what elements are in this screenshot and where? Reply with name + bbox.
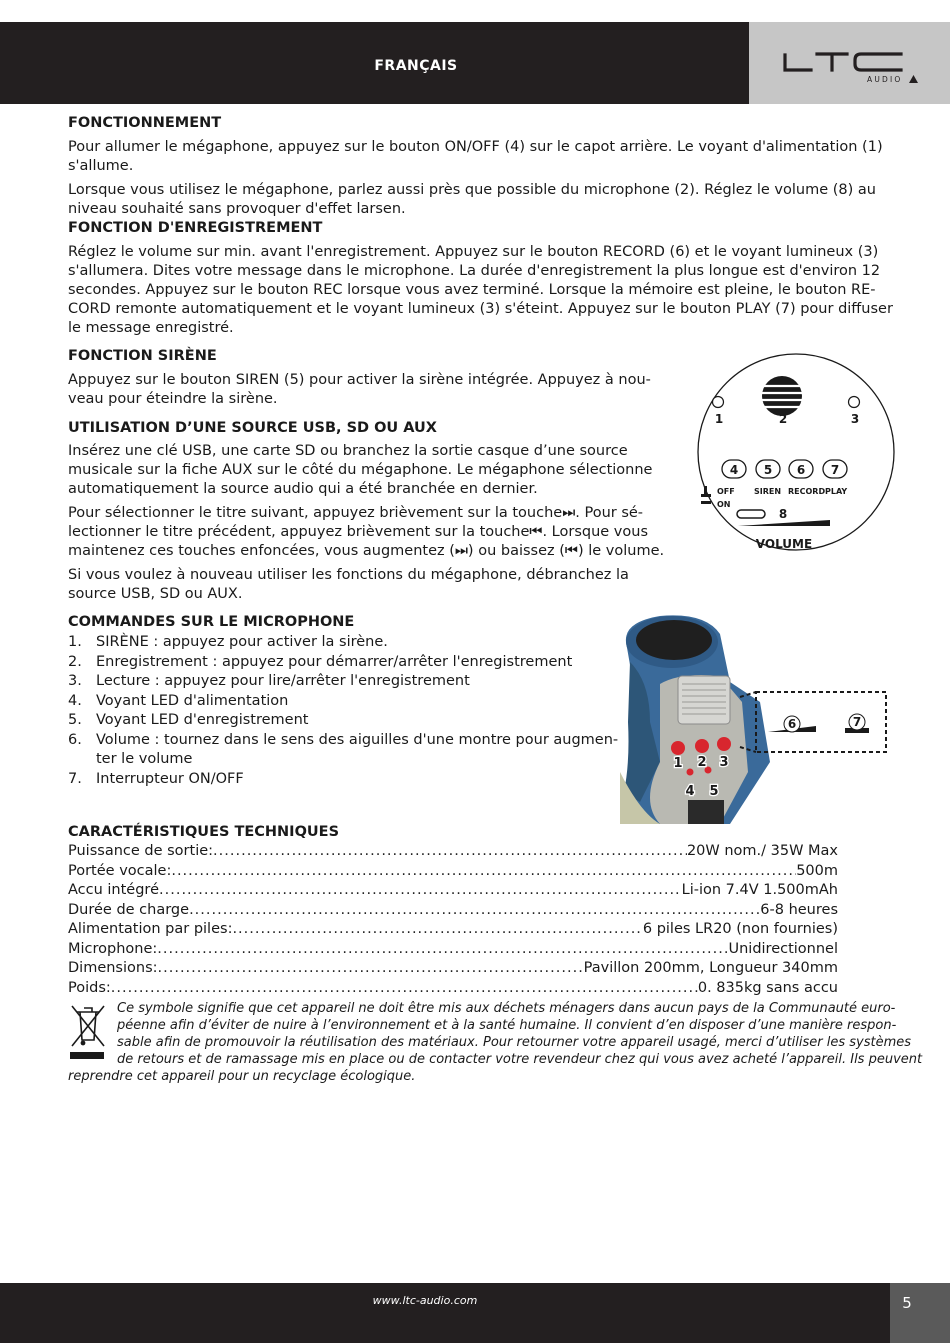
mic-label-3: 3	[719, 755, 729, 770]
spec-key: Alimentation par piles:	[68, 921, 233, 937]
enregistrement-line4: CORD remonte automatiquement et le voyant lumineux (3) s'éteint. Appuyez sur le bouton PLAY (7) pour diffuser	[68, 301, 893, 317]
button-label-7: 7	[830, 463, 840, 477]
section-title-fonctionnement: FONCTIONNEMENT	[68, 115, 222, 131]
weee-crossed-bin-icon	[68, 1002, 108, 1062]
control-panel-diagram	[696, 350, 896, 560]
enregistrement-line3: secondes. Appuyez sur le bouton REC lorsque vous avez terminé. Lorsque la mémoire est pleine, le bouton RE-	[68, 282, 876, 298]
list-item-text: Voyant LED d'enregistrement	[96, 712, 309, 728]
spec-row	[68, 842, 838, 862]
volume-label: VOLUME	[755, 537, 813, 551]
ltc-logo	[749, 22, 950, 104]
section-title-specs: CARACTÉRISTIQUES TECHNIQUES	[68, 824, 340, 840]
spec-value: 6-8 heures	[760, 901, 838, 918]
mic-label-2: 2	[697, 755, 707, 770]
page-number: 5	[902, 1294, 912, 1312]
mic-label-5: 5	[709, 784, 719, 799]
list-item-number: 5.	[68, 712, 82, 728]
mic-label-1: 1	[673, 756, 683, 771]
list-item-number: 3.	[68, 673, 82, 689]
volume-number: 8	[778, 507, 788, 521]
list-item	[68, 633, 628, 653]
spec-row	[68, 940, 838, 960]
usb-b-line2: lectionner le titre précédent, appuyez brièvement sur la touche⏮. Lorsque vous	[68, 524, 649, 540]
list-item	[68, 731, 628, 770]
weee-line2: péenne afin d’éviter de nuire à l’environnement et à la santé humaine. Il convient d’en disposer d’une manière respon-	[117, 1018, 897, 1033]
button-label-4: 4	[729, 463, 739, 477]
spec-value: Li-ion 7.4V 1.500mAh	[681, 882, 838, 898]
weee-line1: Ce symbole signifie que cet appareil ne doit être mis aux déchets ménagers dans aucun pays de la Communauté euro-	[117, 1001, 896, 1016]
switch-off-label: OFF	[717, 487, 735, 496]
button-label-6: 6	[796, 463, 806, 477]
spec-key: Poids:	[68, 979, 111, 996]
fonctionnement-p2-line1: Lorsque vous utilisez le mégaphone, parlez aussi près que possible du microphone (2). Réglez le volume (8) au	[68, 182, 876, 198]
callout-label-7: 7	[852, 715, 862, 729]
spec-key: Accu intégré	[68, 882, 160, 898]
section-title-enregistrement: FONCTION D'ENREGISTREMENT	[68, 220, 323, 236]
spec-key: Microphone:	[68, 940, 158, 957]
spec-value: Unidirectionnel	[728, 940, 838, 957]
list-item-number: 7.	[68, 770, 82, 787]
spec-row	[68, 901, 838, 921]
list-item-text: SIRÈNE : appuyez pour activer la sirène.	[96, 634, 388, 650]
spec-key: Durée de charge	[68, 901, 190, 918]
spec-row	[68, 920, 838, 940]
enregistrement-line2: s'allumera. Dites votre message dans le microphone. La durée d'enregistrement la plus longue est d'environ 12	[68, 263, 881, 279]
spec-row	[68, 979, 838, 999]
usb-c-line2: source USB, SD ou AUX.	[68, 586, 243, 602]
fonctionnement-p2-line2: niveau souhaité sans provoquer d'effet larsen.	[68, 201, 406, 217]
fonctionnement-p1-line1: Pour allumer le mégaphone, appuyez sur le bouton ON/OFF (4) sur le capot arrière. Le voyant d'alimentation (1)	[68, 139, 883, 155]
list-item	[68, 672, 628, 692]
microphone-photo	[620, 612, 892, 824]
callout-label-6: 6	[787, 717, 797, 731]
spec-value: 0. 835kg sans accu	[697, 979, 838, 996]
spec-value: 6 piles LR20 (non fournies)	[642, 921, 838, 937]
led-label-1: 1	[714, 412, 724, 426]
sirene-line1: Appuyez sur le bouton SIREN (5) pour activer la sirène intégrée. Appuyez à nou-	[68, 372, 651, 388]
play-label: PLAY	[825, 487, 848, 496]
list-item-number: 4.	[68, 692, 82, 709]
list-item-text: Lecture : appuyez pour lire/arrêter l'enregistrement	[96, 673, 470, 689]
led-power-icon	[713, 397, 724, 408]
enregistrement-line5: le message enregistré.	[68, 320, 234, 336]
usb-a-line3: automatiquement la source audio qui a été branchée en dernier.	[68, 481, 538, 497]
weee-line5: reprendre cet appareil pour un recyclage écologique.	[68, 1069, 416, 1084]
commandes-list	[68, 633, 628, 789]
led-label-2: 2	[778, 412, 788, 426]
fonctionnement-p1-line2: s'allume.	[68, 158, 134, 174]
spec-value: Pavillon 200mm, Longueur 340mm	[583, 960, 838, 976]
spec-key: Dimensions:	[68, 960, 158, 976]
weee-line3: sable afin de promouvoir la réutilisation des matériaux. Pour retourner votre appareil usagé, merci d’utiliser les systèmes	[117, 1035, 912, 1050]
spec-row	[68, 881, 838, 901]
header-language: FRANÇAIS	[374, 58, 458, 74]
usb-b-line3: maintenez ces touches enfoncées, vous augmentez (⏭) ou baissez (⏮) le volume.	[68, 543, 665, 559]
list-item-text: Interrupteur ON/OFF	[96, 770, 244, 787]
spec-key: Portée vocale:	[68, 862, 172, 879]
footer-bar	[0, 1283, 890, 1343]
usb-a-line2: musicale sur la fiche AUX sur le côté du mégaphone. Le mégaphone sélectionne	[68, 462, 653, 478]
list-item-text: Volume : tournez dans le sens des aiguilles d'une montre pour augmen-	[96, 731, 619, 748]
list-item	[68, 692, 628, 712]
section-title-usb: UTILISATION D’UNE SOURCE USB, SD OU AUX	[68, 420, 437, 436]
list-item-number: 1.	[68, 634, 82, 650]
spec-value: 20W nom./ 35W Max	[686, 843, 838, 859]
weee-line4: de retours et de ramassage mis en place ou de contacter votre revendeur chez qui vous avez acheté l’appareil. Ils peuvent	[117, 1052, 923, 1067]
usb-b-line1: Pour sélectionner le titre suivant, appuyez brièvement sur la touche⏭. Pour sé-	[68, 505, 644, 521]
spec-row	[68, 862, 838, 882]
section-title-commandes: COMMANDES SUR LE MICROPHONE	[68, 614, 355, 630]
list-item	[68, 770, 628, 790]
led-label-3: 3	[850, 412, 860, 426]
enregistrement-line1: Réglez le volume sur min. avant l'enregistrement. Appuyez sur le bouton RECORD (6) et le voyant lumineux (3)	[68, 244, 879, 260]
page-number-box	[890, 1283, 950, 1343]
list-item	[68, 711, 628, 731]
list-item-text: Enregistrement : appuyez pour démarrer/arrêter l'enregistrement	[96, 653, 573, 670]
spec-value: 500m	[796, 862, 838, 879]
record-label: RECORD	[788, 487, 826, 496]
list-item-text: Voyant LED d'alimentation	[96, 692, 289, 709]
logo-audio-text: AUDIO	[867, 75, 903, 84]
spec-key: Puissance de sortie:	[68, 843, 214, 859]
spec-row	[68, 959, 838, 979]
sirene-line2: veau pour éteindre la sirène.	[68, 391, 278, 407]
siren-label: SIREN	[754, 487, 782, 496]
list-item	[68, 653, 628, 673]
button-label-5: 5	[763, 463, 773, 477]
footer-url-link[interactable]: www.ltc-audio.com	[372, 1294, 478, 1307]
led-record-icon	[849, 397, 860, 408]
list-item-number: 6.	[68, 731, 82, 748]
usb-a-line1: Insérez une clé USB, une carte SD ou branchez la sortie casque d’une source	[68, 443, 628, 459]
list-item-number: 2.	[68, 653, 82, 670]
mic-label-4: 4	[685, 784, 695, 799]
volume-slider-knob	[737, 510, 765, 518]
section-title-sirene: FONCTION SIRÈNE	[68, 348, 217, 364]
specs-list	[68, 842, 838, 998]
switch-on-label: ON	[717, 500, 731, 509]
list-item-text-cont: ter le volume	[96, 751, 193, 767]
usb-c-line1: Si vous voulez à nouveau utiliser les fonctions du mégaphone, débranchez la	[68, 567, 629, 583]
